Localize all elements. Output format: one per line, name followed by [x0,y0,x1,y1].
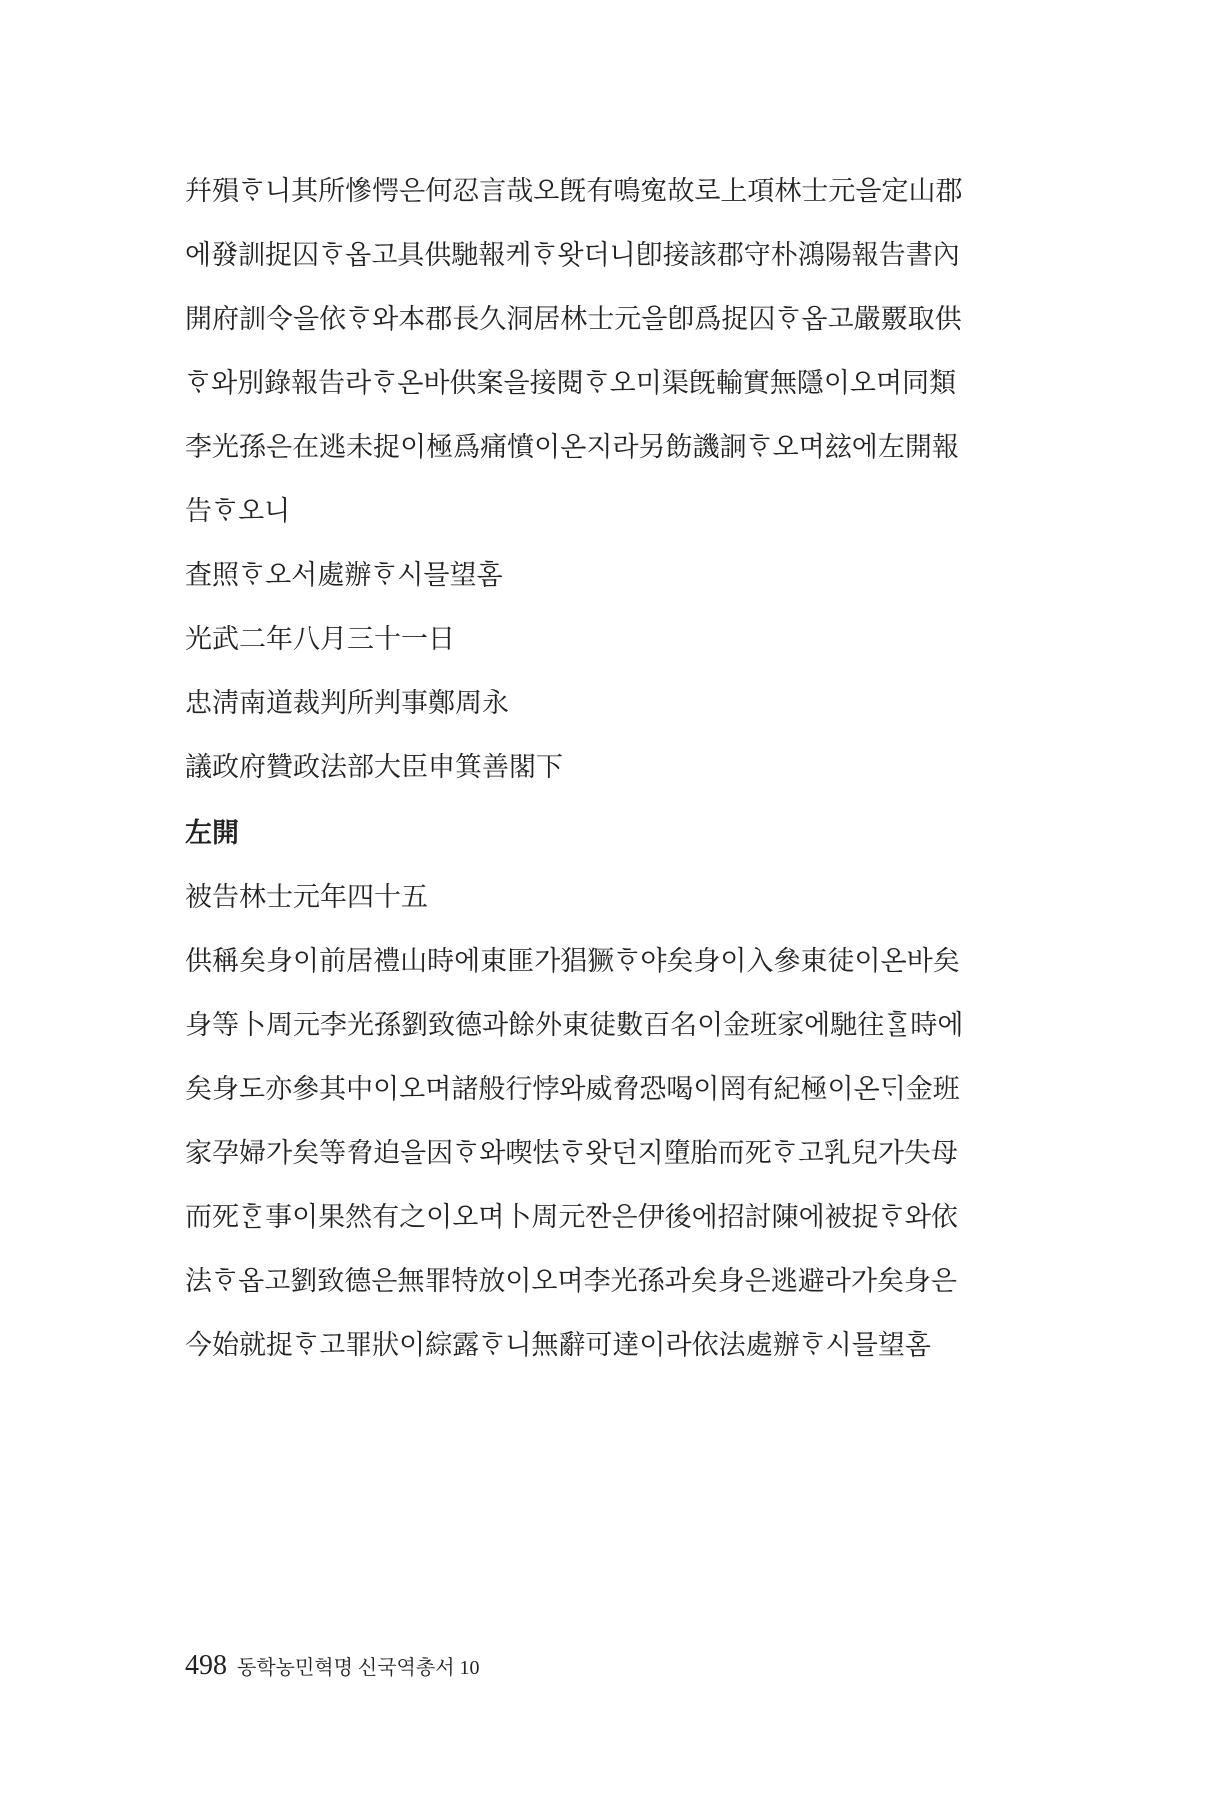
appendix-heading: 左開 [185,818,239,849]
appendix-line: 被告林士元年四十五 [185,882,428,913]
closing-request: 査照ᄒᆞ오서處辦ᄒᆞ시믈望홈 [185,560,503,591]
appendix-line: 矣身도亦參其中이오며諸般行悖와威脅恐喝이罔有紀極이온ᄃᆡ金班 [185,1074,960,1105]
report-sender: 忠淸南道裁判所判事鄭周永 [185,688,509,719]
report-line: 에發訓捉囚ᄒᆞ옵고具供馳報케ᄒᆞ왓더니卽接該郡守朴鴻陽報告書內 [185,240,960,271]
appendix-line: 法ᄒᆞ옵고劉致德은無罪特放이오며李光孫과矣身은逃避라가矣身은 [185,1266,957,1297]
report-line: 幷殞ᄒᆞ니其所慘愕은何忍言哉오旣有鳴寃故로上項林士元을定山郡 [185,176,963,207]
appendix-line: 今始就捉ᄒᆞ고罪狀이綜露ᄒᆞ니無辭可達이라依法處辦ᄒᆞ시믈望홈 [185,1330,931,1361]
series-title: 동학농민혁명 신국역총서 10 [237,1657,480,1679]
appendix-line: 身等卜周元李光孫劉致德과餘外東徒數百名이金班家에馳往ᄒᆞᆯ時에 [185,1010,964,1041]
report-line: 開府訓令을依ᄒᆞ와本郡長久洞居林士元을卽爲捉囚ᄒᆞ옵고嚴覈取供 [185,304,962,335]
report-date: 光武二年八月三十一日 [185,624,455,655]
report-line: 告ᄒᆞ오니 [185,496,291,527]
page-footer [185,1650,480,1682]
appendix-line: 而死ᄒᆞᆫ事이果然有之이오며卜周元짠은伊後에招討陳에被捉ᄒᆞ와依 [185,1202,958,1233]
page-number: 498 [185,1650,227,1681]
report-recipient: 議政府贊政法部大臣申箕善閣下 [185,752,563,783]
report-line: ᄒᆞ와別錄報告라ᄒᆞ온바供案을接閱ᄒᆞ오미渠旣輸實無隱이오며同類 [185,368,957,399]
report-line: 李光孫은在逃未捉이極爲痛憤이온지라另飭譏詗ᄒᆞ오며玆에左開報 [185,432,959,463]
appendix-line: 家孕婦가矣等脅迫을因ᄒᆞ와喫怯ᄒᆞ왓던지墮胎而死ᄒᆞ고乳兒가失母 [185,1138,958,1169]
appendix-section [185,802,1045,1378]
appendix-line: 供稱矣身이前居禮山時에東匪가猖獗ᄒᆞ야矣身이入參東徒이온바矣 [185,946,960,977]
report-body [185,160,1045,800]
